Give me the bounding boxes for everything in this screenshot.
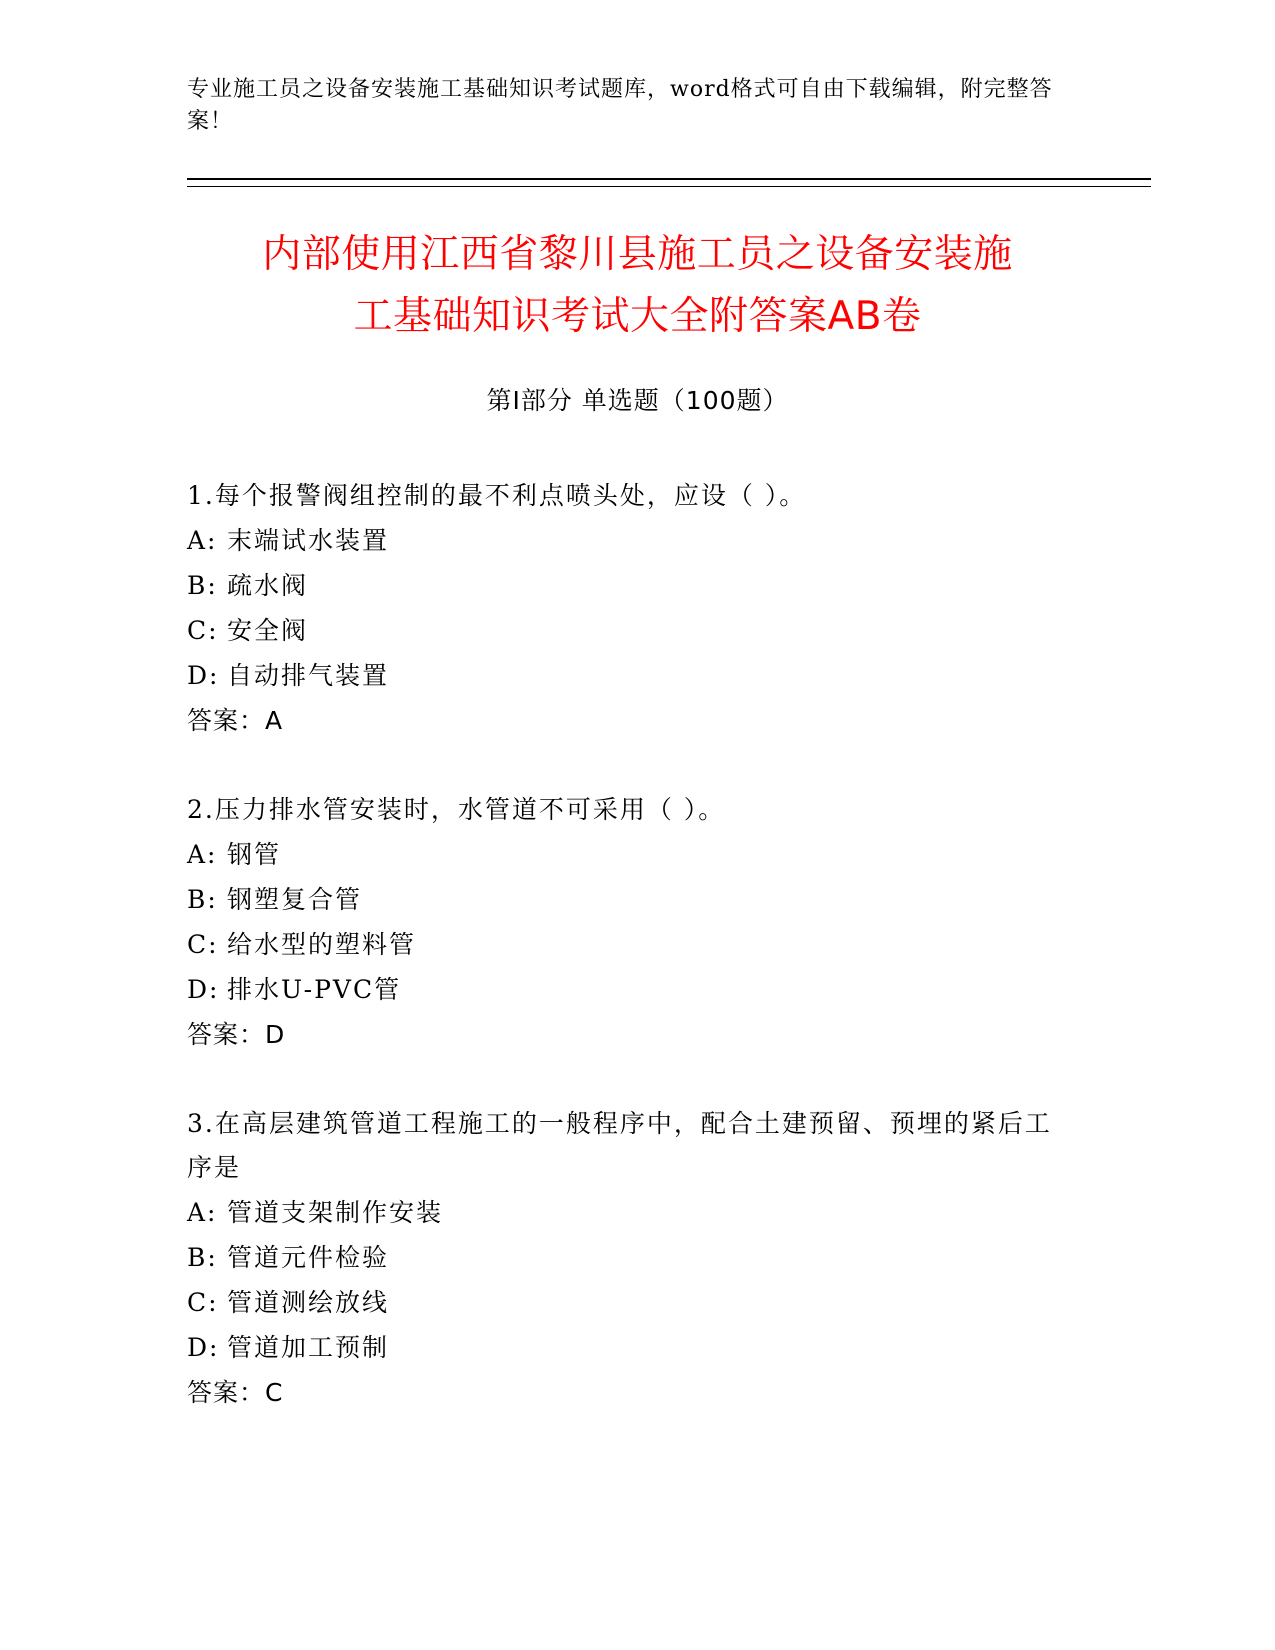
option-text: 管道支架制作安装 — [227, 1198, 444, 1227]
option-letter: B: — [187, 885, 218, 914]
section-heading: 第Ⅰ部分 单选题（100题） — [486, 386, 789, 415]
option-letter: C: — [187, 616, 219, 645]
option-a — [187, 832, 1067, 877]
header-divider-thick — [187, 178, 1151, 180]
option-text: 管道元件检验 — [227, 1243, 390, 1272]
option-c — [187, 922, 1067, 967]
option-text: 管道加工预制 — [227, 1333, 390, 1362]
option-b — [187, 1235, 1067, 1280]
question-text: 2.压力排水管安装时，水管道不可采用（ ）。 — [187, 795, 726, 824]
option-d — [187, 653, 1067, 698]
option-b — [187, 877, 1067, 922]
question-text: 1.每个报警阀组控制的最不利点喷头处，应设（ ）。 — [187, 481, 807, 510]
question-item — [187, 788, 1067, 1057]
option-text: 自动排气装置 — [227, 661, 390, 690]
option-letter: A: — [187, 840, 218, 869]
answer-line: 答案：A — [187, 706, 284, 735]
answer-line: 答案：D — [187, 1020, 286, 1049]
header-divider-thin — [187, 186, 1151, 187]
option-letter: A: — [187, 1198, 218, 1227]
header-note: 专业施工员之设备安装施工基础知识考试题库，word格式可自由下载编辑，附完整答案！ — [187, 77, 1053, 134]
option-b — [187, 563, 1067, 608]
option-text: 钢塑复合管 — [227, 885, 363, 914]
option-text: 疏水阀 — [227, 571, 309, 600]
option-letter: C: — [187, 1288, 219, 1317]
option-letter: B: — [187, 571, 218, 600]
document-title — [150, 224, 1125, 348]
option-text: 管道测绘放线 — [227, 1288, 390, 1317]
option-a — [187, 518, 1067, 563]
option-a — [187, 1190, 1067, 1235]
option-letter: D: — [187, 975, 220, 1004]
answer-line: 答案：C — [187, 1378, 284, 1407]
option-d — [187, 967, 1067, 1012]
option-text: 给水型的塑料管 — [227, 930, 417, 959]
option-text: 排水U-PVC管 — [227, 975, 402, 1004]
option-letter: C: — [187, 930, 219, 959]
option-letter: A: — [187, 526, 218, 555]
question-item — [187, 474, 1067, 743]
option-c — [187, 608, 1067, 653]
option-letter: D: — [187, 1333, 220, 1362]
title-line-2: 工基础知识考试大全附答案AB卷 — [353, 294, 922, 339]
option-text: 末端试水装置 — [227, 526, 390, 555]
question-list — [187, 474, 1067, 1460]
question-text: 3.在高层建筑管道工程施工的一般程序中，配合土建预留、预埋的紧后工序是 — [187, 1109, 1052, 1182]
option-letter: D: — [187, 661, 220, 690]
option-c — [187, 1280, 1067, 1325]
option-d — [187, 1325, 1067, 1370]
question-item — [187, 1102, 1067, 1415]
option-text: 钢管 — [227, 840, 282, 869]
option-text: 安全阀 — [227, 616, 309, 645]
option-letter: B: — [187, 1243, 218, 1272]
title-line-1: 内部使用江西省黎川县施工员之设备安装施 — [262, 232, 1013, 277]
